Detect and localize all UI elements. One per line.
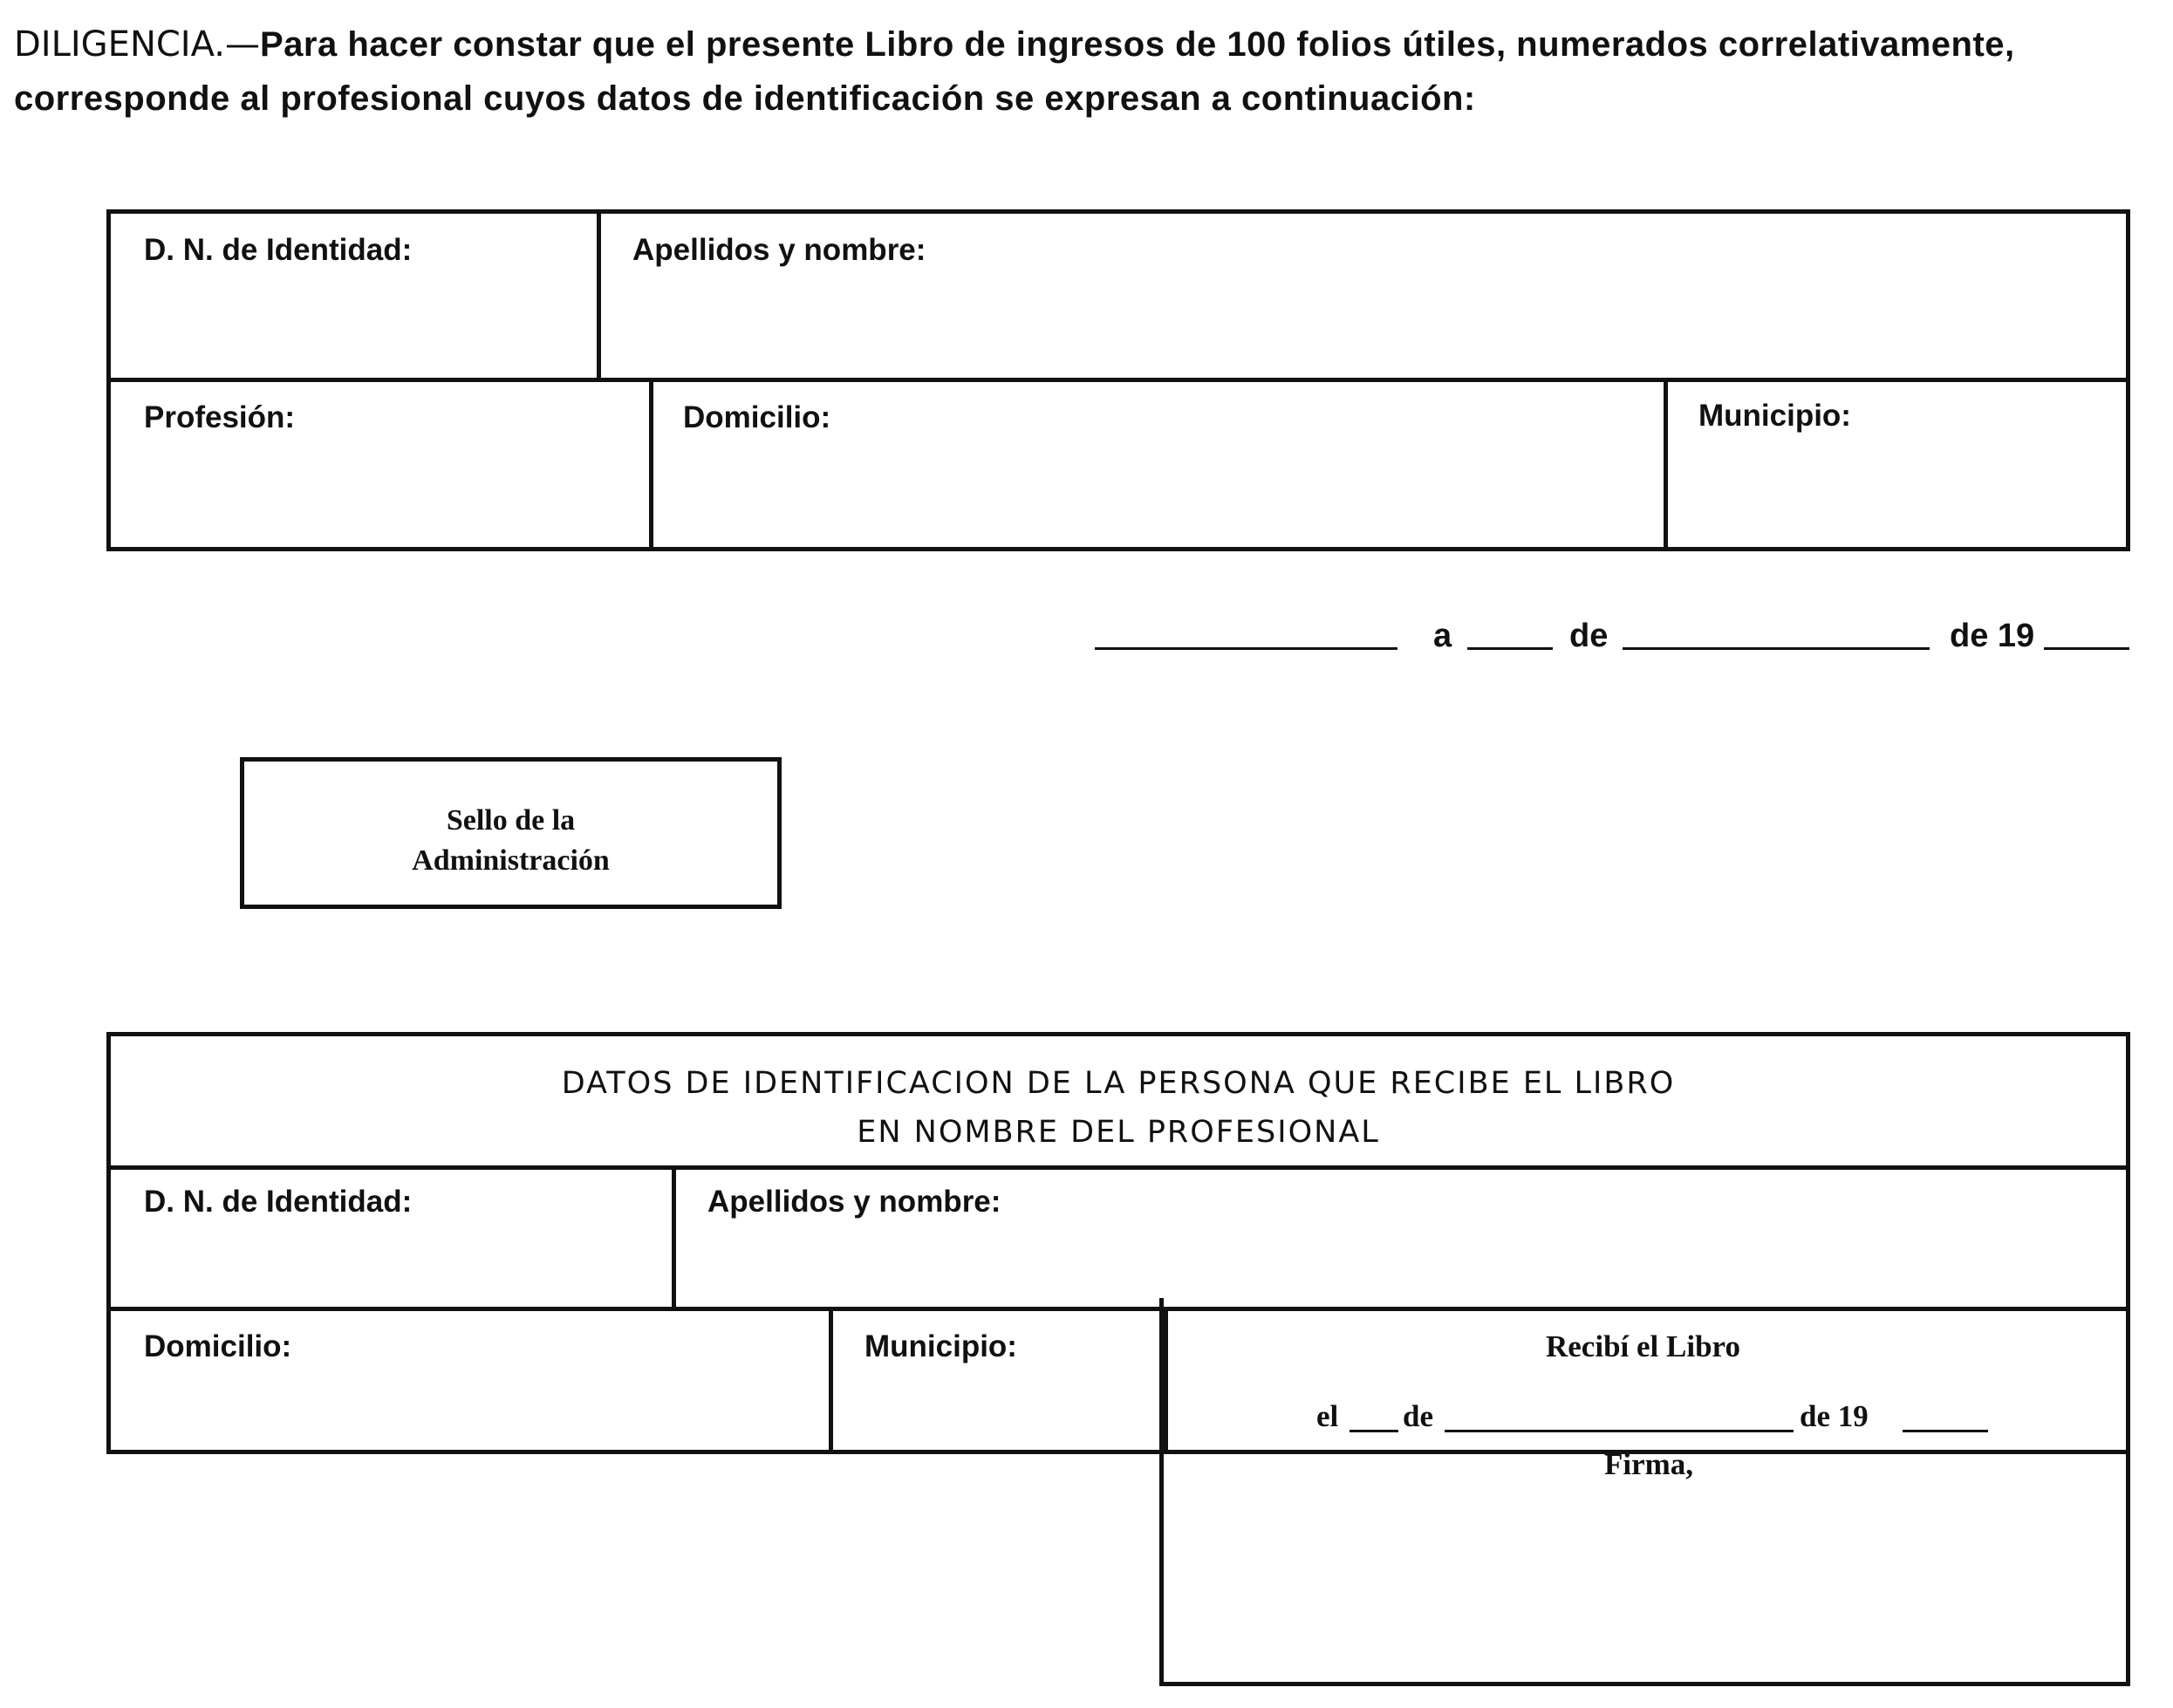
intro-paragraph — [14, 17, 2134, 126]
receiver-form-divider-1 — [672, 1170, 676, 1307]
administration-stamp-box — [240, 757, 782, 909]
receipt-year-blank — [1903, 1430, 1988, 1432]
receiver-dni-label: D. N. de Identidad: — [144, 1185, 413, 1219]
receiver-address-label: Domicilio: — [144, 1329, 292, 1363]
receipt-title: Recibí el Libro — [1546, 1329, 1740, 1363]
professional-form-divider-3 — [1664, 379, 1668, 551]
receipt-de-label: de — [1403, 1399, 1433, 1433]
intro-line-1 — [14, 17, 2134, 72]
date-place-blank — [1095, 647, 1397, 650]
professional-municipality-label: Municipio: — [1698, 399, 1851, 433]
date-month-blank — [1623, 647, 1930, 650]
stamp-line-1: Sello de la — [446, 804, 576, 837]
receiver-form-title-divider — [111, 1165, 2126, 1170]
receipt-signature-label: Firma, — [1604, 1447, 1694, 1481]
receiver-form-title-line-1: DATOS DE IDENTIFICACION DE LA PERSONA QUE RECIBE EL LIBRO — [561, 1066, 1676, 1101]
intro-line-1-text: Para hacer constar que el presente Libro de ingresos de 100 folios útiles, numerados correlativamente, — [259, 25, 2015, 64]
professional-profession-label: Profesión: — [144, 400, 296, 434]
stamp-line-2: Administración — [412, 844, 610, 877]
professional-form-row-divider — [111, 378, 2126, 382]
receiver-name-label: Apellidos y nombre: — [707, 1185, 1001, 1219]
receiver-municipality-label: Municipio: — [864, 1329, 1017, 1363]
professional-address-label: Domicilio: — [683, 400, 831, 434]
receiver-form-divider-2 — [829, 1311, 833, 1454]
date-de-label: de — [1569, 618, 1609, 654]
receipt-el-label: el — [1316, 1399, 1339, 1433]
professional-form-divider-2 — [649, 379, 653, 551]
date-a-label: a — [1433, 618, 1452, 654]
professional-dni-label: D. N. de Identidad: — [144, 233, 413, 267]
professional-form — [106, 209, 2130, 551]
date-year-blank — [2044, 647, 2129, 650]
intro-lead: DILIGENCIA.— — [14, 24, 260, 65]
date-year-prefix: de 19 — [1950, 618, 2035, 654]
professional-form-divider-1 — [597, 214, 601, 379]
date-day-blank — [1467, 647, 1553, 650]
receipt-signature-box — [1159, 1298, 2130, 1686]
receiver-form-title-line-2: EN NOMBRE DEL PROFESIONAL — [857, 1115, 1380, 1150]
receipt-year-prefix: de 19 — [1800, 1399, 1869, 1433]
receipt-day-blank — [1350, 1430, 1398, 1432]
intro-line-2: corresponde al profesional cuyos datos de identificación se expresan a continuación: — [14, 79, 1476, 118]
receipt-month-blank — [1445, 1430, 1794, 1432]
professional-name-label: Apellidos y nombre: — [632, 233, 926, 267]
